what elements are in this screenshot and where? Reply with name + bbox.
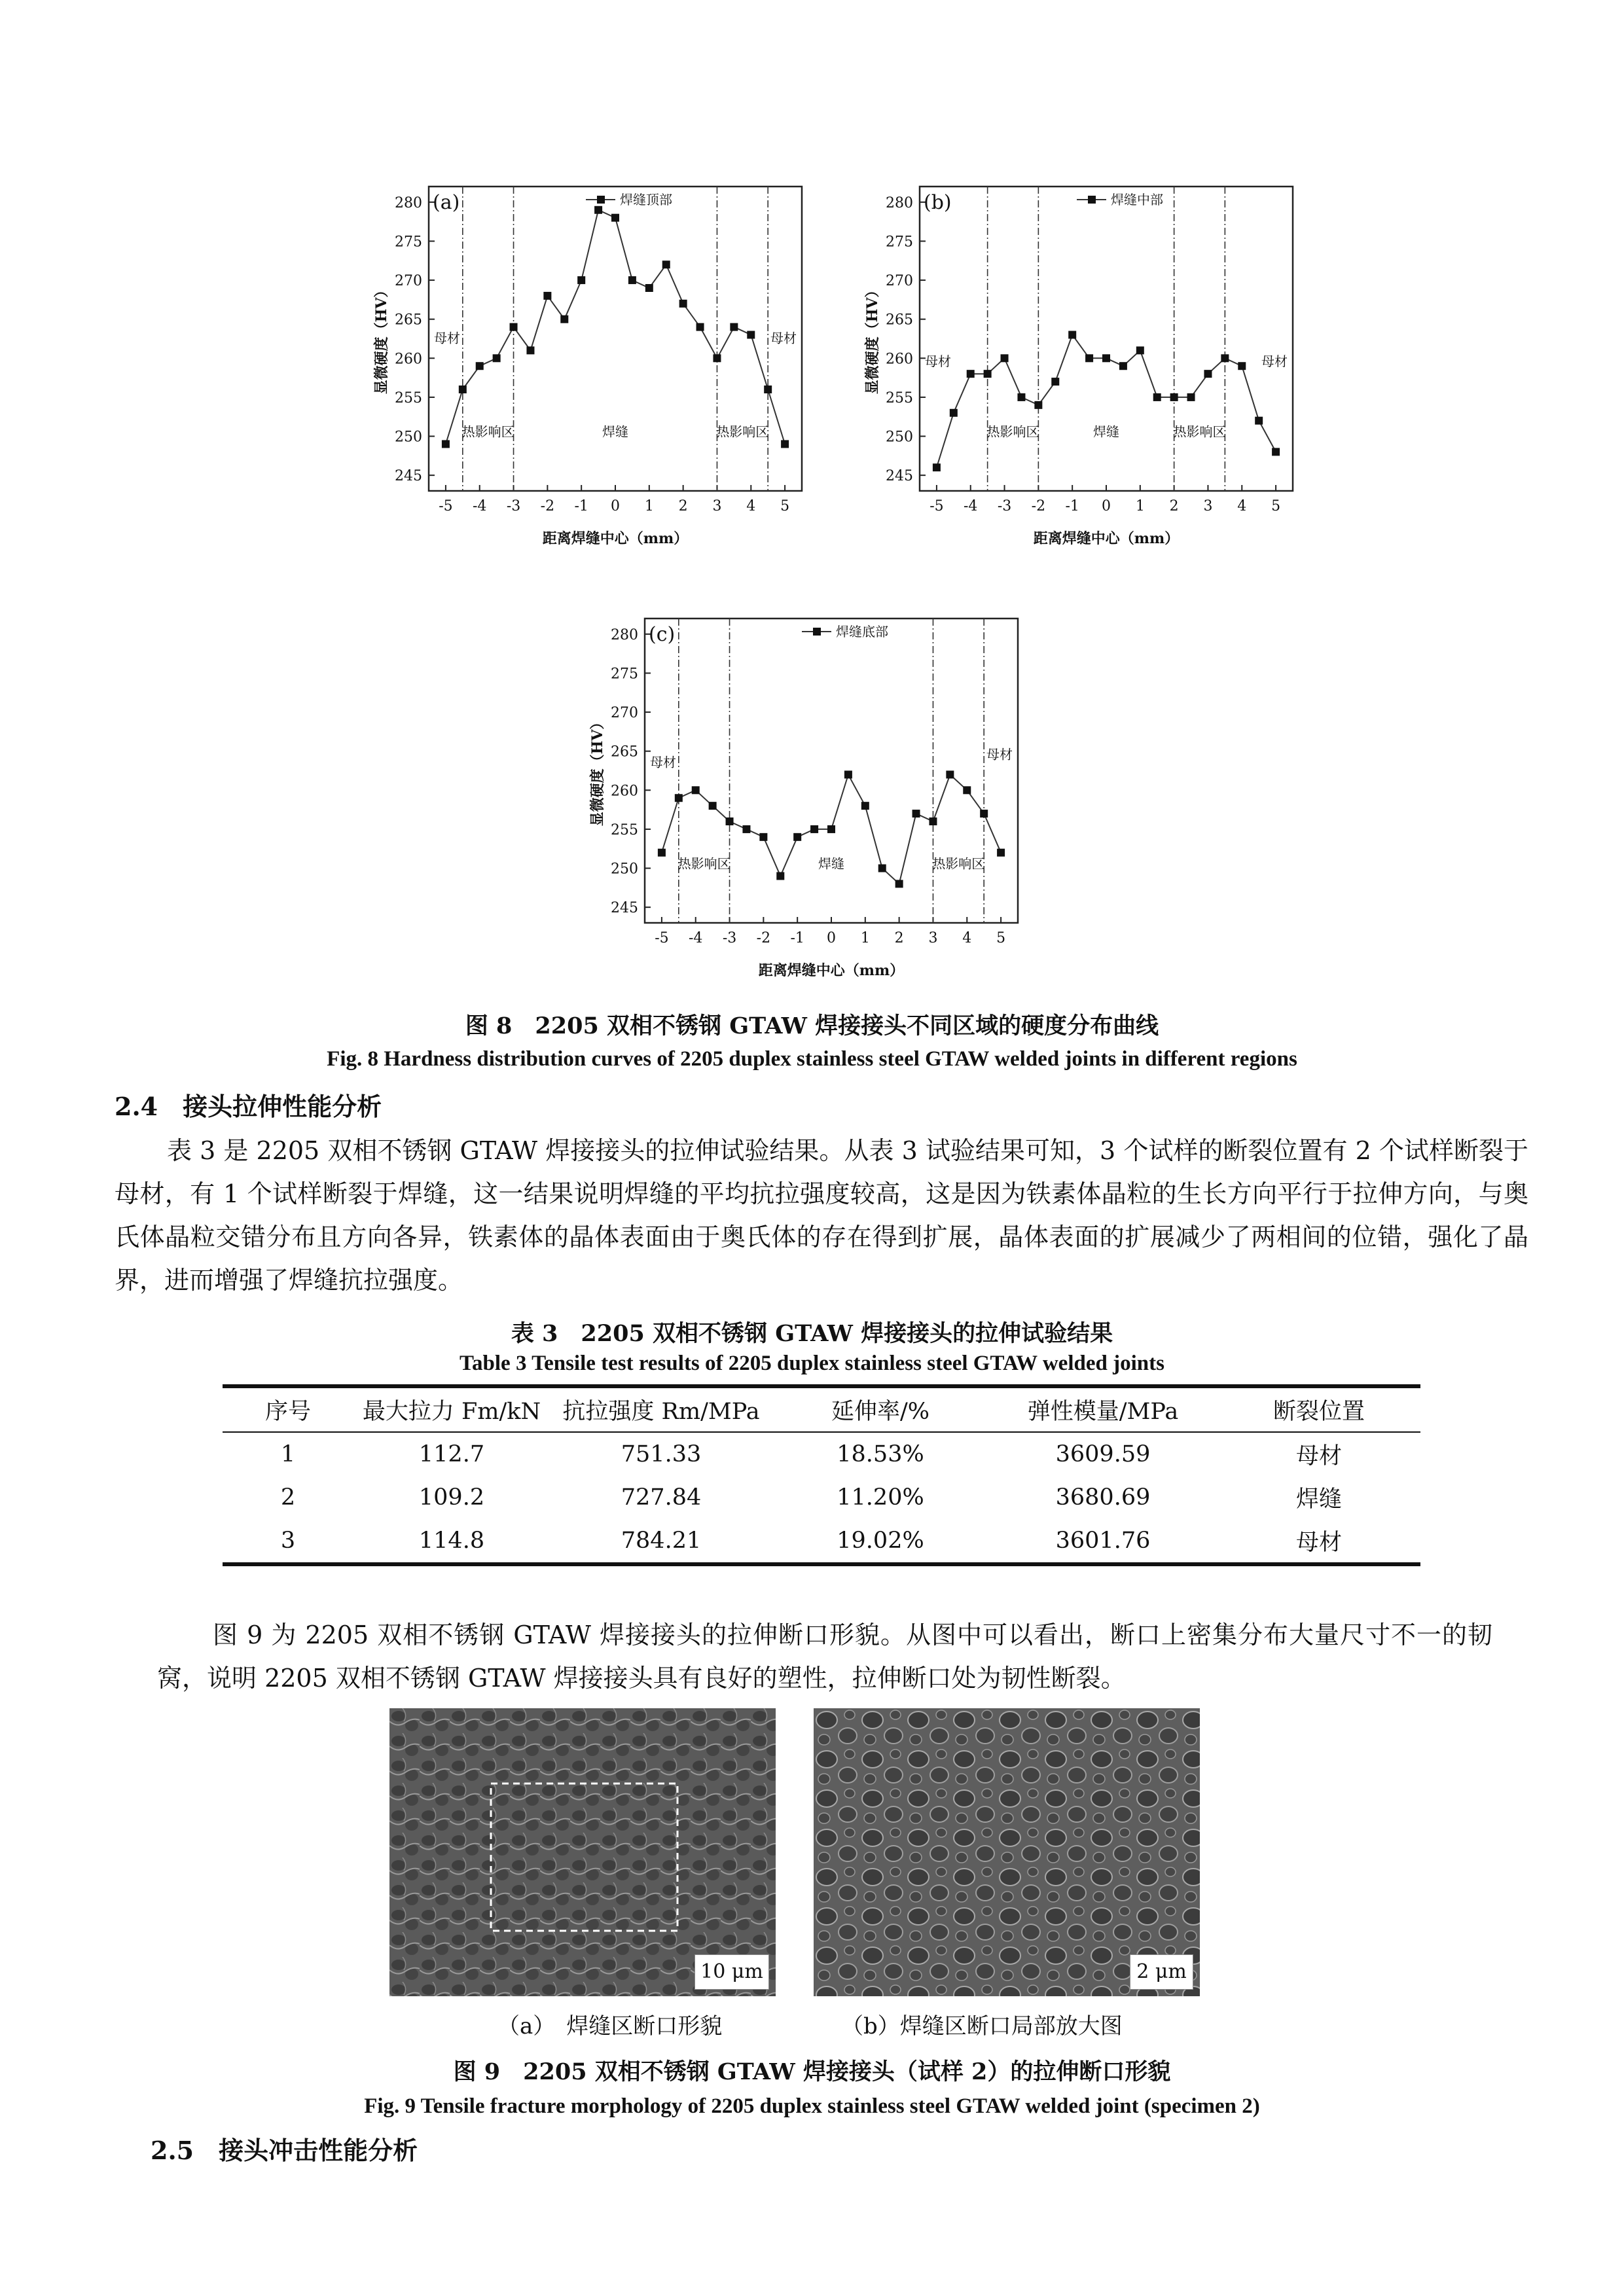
panel-label: (b): [924, 191, 952, 214]
table3-caption-en: Table 3 Tensile test results of 2205 duplex stainless steel GTAW welded joints: [460, 1352, 1164, 1375]
x-tick-label: -3: [506, 498, 521, 514]
table-cell: 母材: [1295, 1530, 1342, 1556]
y-tick-label: 280: [395, 194, 422, 211]
fig8-caption-cn: 图 8 2205 双相不锈钢 GTAW 焊接接头不同区域的硬度分布曲线: [465, 1013, 1159, 1039]
panel-label: (c): [649, 623, 676, 646]
region-label: 母材: [925, 353, 951, 370]
hardness-data-point: [997, 849, 1005, 857]
x-tick-label: 2: [678, 498, 688, 514]
hardness-data-point: [1136, 346, 1144, 354]
hardness-data-point: [1204, 370, 1212, 378]
hardness-data-point: [730, 323, 738, 331]
region-label: 热影响区: [716, 423, 769, 440]
hardness-chart-b: [857, 160, 1316, 553]
hardness-data-point: [645, 284, 653, 292]
x-tick-label: 5: [996, 930, 1006, 946]
table-cell: 784.21: [621, 1528, 702, 1554]
y-tick-label: 250: [886, 429, 913, 446]
hardness-data-point: [658, 849, 666, 857]
table-cell: 112.7: [418, 1441, 485, 1467]
x-tick-label: 3: [1203, 498, 1213, 514]
y-tick-label: 270: [611, 705, 638, 722]
x-tick-label: 1: [860, 930, 870, 946]
hardness-data-point: [709, 802, 717, 810]
table-cell: 751.33: [621, 1441, 702, 1467]
y-tick-label: 260: [611, 783, 638, 800]
x-tick-label: -2: [756, 930, 771, 946]
hardness-data-point: [675, 794, 683, 802]
paragraph-text: 图 9 为 2205 双相不锈钢 GTAW 焊接接头的拉伸断口形貌。从图中可以看出，断口上密集分布大量尺寸不一的韧窝，说明 2205 双相不锈钢 GTAW 焊接接头具有良好的塑性，拉伸断口处为韧性断裂。: [157, 1621, 1492, 1693]
table3-caption-cn: 表 3 2205 双相不锈钢 GTAW 焊接接头的拉伸试验结果: [511, 1320, 1113, 1347]
table-cell: 3601.76: [1055, 1528, 1151, 1554]
table-cell: 109.2: [418, 1484, 485, 1511]
y-tick-label: 250: [395, 429, 422, 446]
hardness-data-point: [1051, 378, 1059, 386]
x-tick-label: 0: [827, 930, 836, 946]
hardness-chart-c: [583, 592, 1041, 985]
x-tick-label: -1: [790, 930, 804, 946]
table-cell: 1: [280, 1441, 296, 1467]
hardness-data-point: [726, 817, 734, 825]
region-label: 热影响区: [461, 423, 514, 440]
plot-frame: [645, 619, 1018, 923]
hardness-data-point: [747, 331, 755, 339]
table-cell: 3609.59: [1055, 1441, 1151, 1467]
region-label: 热影响区: [932, 855, 985, 872]
x-axis-label: 距离焊缝中心（mm）: [758, 962, 905, 979]
table-row: [223, 1519, 1420, 1564]
fig9-subcaption-b: （b）焊缝区断口局部放大图: [841, 2013, 1123, 2039]
x-tick-label: -5: [929, 498, 944, 514]
x-tick-label: -2: [540, 498, 555, 514]
table-header-cell: 最大拉力 Fm/kN: [353, 1386, 550, 1432]
table-cell: 11.20%: [837, 1484, 924, 1511]
y-axis-label: 显微硬度（HV）: [373, 283, 390, 395]
hardness-chart-a-svg: [367, 160, 825, 553]
hardness-data-point: [929, 817, 937, 825]
table-cell: 焊缝: [1295, 1486, 1342, 1513]
hardness-data-point: [776, 872, 784, 880]
hardness-data-point: [1119, 362, 1127, 370]
x-tick-label: -4: [473, 498, 487, 514]
region-label: 母材: [434, 330, 460, 346]
x-tick-label: 4: [962, 930, 972, 946]
scale-bar-b: 2 μm: [1130, 1954, 1193, 1990]
x-tick-label: 1: [644, 498, 654, 514]
hardness-data-point: [827, 825, 835, 833]
legend-label: 焊缝顶部: [620, 192, 672, 207]
hardness-data-point: [1238, 362, 1246, 370]
section-heading-2-4: 2.4 接头拉伸性能分析: [115, 1092, 382, 1121]
legend-marker: [813, 628, 821, 636]
hardness-data-point: [577, 276, 585, 284]
hardness-data-point: [759, 833, 767, 841]
region-label: 焊缝: [818, 855, 844, 872]
hardness-data-point: [713, 354, 721, 362]
hardness-data-point: [510, 323, 518, 331]
section-heading-2-5: 2.5 接头冲击性能分析: [151, 2136, 418, 2165]
table-row: [223, 1476, 1420, 1519]
table-cell: 3: [280, 1528, 296, 1554]
hardness-data-point: [662, 260, 670, 268]
hardness-data-point: [560, 315, 568, 323]
x-tick-label: -5: [439, 498, 453, 514]
hardness-data-point: [442, 440, 450, 448]
tensile-results-table: [223, 1384, 1420, 1566]
region-label: 母材: [986, 746, 1013, 762]
y-tick-label: 245: [395, 468, 422, 485]
y-tick-label: 280: [886, 194, 913, 211]
x-tick-label: 0: [1102, 498, 1111, 514]
hardness-data-point: [933, 463, 941, 471]
x-tick-label: 3: [712, 498, 722, 514]
region-label: 热影响区: [677, 855, 731, 872]
fracture-image-a: [389, 1708, 776, 1996]
hardness-data-point: [980, 810, 988, 817]
hardness-data-point: [1170, 393, 1178, 401]
y-tick-label: 255: [395, 389, 422, 406]
x-tick-label: -3: [997, 498, 1012, 514]
legend-label: 焊缝中部: [1111, 192, 1163, 207]
fracture-image-b: [814, 1708, 1200, 1996]
hardness-data-point: [1102, 354, 1110, 362]
hardness-data-point: [984, 370, 992, 378]
y-tick-label: 270: [886, 273, 913, 290]
y-tick-label: 245: [886, 468, 913, 485]
x-tick-label: 4: [1237, 498, 1247, 514]
hardness-data-point: [1221, 354, 1229, 362]
table-header-cell: 序号: [223, 1386, 353, 1432]
x-axis-label: 距离焊缝中心（mm）: [542, 530, 689, 547]
x-tick-label: 1: [1135, 498, 1145, 514]
hardness-data-point: [526, 346, 534, 354]
y-axis-label: 显微硬度（HV）: [589, 715, 606, 827]
y-tick-label: 265: [886, 312, 913, 329]
hardness-chart-c-svg: [583, 592, 1041, 985]
hardness-data-point: [810, 825, 818, 833]
hardness-data-point: [781, 440, 789, 448]
fig8-caption-en: Fig. 8 Hardness distribution curves of 2205 duplex stainless steel GTAW welded joints in different regions: [327, 1047, 1297, 1071]
region-label: 热影响区: [1173, 423, 1226, 440]
fracture-texture-a: [389, 1708, 776, 1996]
fig9-subcaption-a: （a） 焊缝区断口形貌: [497, 2013, 723, 2039]
hardness-data-point: [950, 409, 958, 417]
hardness-data-point: [1034, 401, 1042, 409]
hardness-data-point: [692, 786, 700, 794]
hardness-data-point: [543, 292, 551, 300]
y-tick-label: 260: [886, 351, 913, 368]
legend-marker: [597, 196, 605, 204]
hardness-data-point: [594, 206, 602, 214]
table-cell: 19.02%: [837, 1528, 924, 1554]
x-tick-label: -5: [655, 930, 669, 946]
legend-label: 焊缝底部: [836, 624, 888, 639]
x-tick-label: -1: [1065, 498, 1079, 514]
plot-frame: [920, 187, 1293, 491]
y-tick-label: 260: [395, 351, 422, 368]
region-label: 焊缝: [602, 423, 628, 440]
panel-label: (a): [433, 191, 460, 214]
hardness-data-point: [1001, 354, 1009, 362]
y-tick-label: 245: [611, 900, 638, 917]
x-tick-label: 2: [894, 930, 904, 946]
hardness-data-point: [628, 276, 636, 284]
y-tick-label: 275: [611, 666, 638, 683]
table-cell: 727.84: [621, 1484, 702, 1511]
paragraph-text: 表 3 是 2205 双相不锈钢 GTAW 焊接接头的拉伸试验结果。从表 3 试验结果可知，3 个试样的断裂位置有 2 个试样断裂于母材，有 1 个试样断裂于焊缝，这一结果说明焊缝的平均抗拉强度较高，这是因为铁素体晶粒的生长方向平行于拉伸方向，与奥氏体晶粒交错分布且方向各异，铁素体的晶体表面由于奥氏体的存在得到扩展，晶体表面的扩展减少了两相间的位错，强化了晶界，进而增强了焊缝抗拉强度。: [115, 1136, 1528, 1295]
hardness-data-point: [793, 833, 801, 841]
hardness-data-point: [844, 770, 852, 778]
hardness-data-point: [1272, 448, 1280, 456]
scale-bar-a: 10 μm: [695, 1954, 769, 1990]
table-row: [223, 1432, 1420, 1476]
table-cell: 2: [280, 1484, 296, 1511]
x-tick-label: 4: [746, 498, 756, 514]
hardness-data-point: [476, 362, 484, 370]
hardness-data-point: [679, 300, 687, 308]
hardness-data-point: [1153, 393, 1161, 401]
y-tick-label: 255: [886, 389, 913, 406]
region-label: 母材: [770, 330, 797, 346]
x-tick-label: 0: [611, 498, 620, 514]
y-tick-label: 250: [611, 861, 638, 878]
y-tick-label: 255: [611, 821, 638, 838]
table-cell: 3680.69: [1055, 1484, 1151, 1511]
region-label: 母材: [650, 754, 676, 770]
fig9-caption-en: Fig. 9 Tensile fracture morphology of 2205 duplex stainless steel GTAW welded joint (specimen 2): [364, 2094, 1260, 2118]
x-tick-label: -2: [1031, 498, 1046, 514]
fig9-intro-paragraph: [157, 1613, 1492, 1700]
hardness-data-point: [946, 770, 954, 778]
hardness-data-point: [878, 865, 886, 872]
fig9-caption-cn: 图 9 2205 双相不锈钢 GTAW 焊接接头（试样 2）的拉伸断口形貌: [453, 2058, 1171, 2085]
hardness-data-point: [967, 370, 975, 378]
hardness-data-point: [912, 810, 920, 817]
table-header-cell: 断裂位置: [1218, 1386, 1420, 1432]
region-label: 母材: [1261, 353, 1288, 370]
section-2-4-paragraph: [115, 1129, 1528, 1302]
table-header-row: [223, 1386, 1420, 1432]
y-tick-label: 280: [611, 626, 638, 643]
region-label: 热影响区: [986, 423, 1039, 440]
hardness-data-point: [742, 825, 750, 833]
hardness-chart-b-svg: [857, 160, 1316, 553]
table-header-cell: 延伸率/%: [772, 1386, 988, 1432]
hardness-data-point: [459, 386, 467, 393]
legend-marker: [1088, 196, 1096, 204]
y-axis-label: 显微硬度（HV）: [864, 283, 881, 395]
hardness-data-point: [1255, 417, 1263, 425]
y-tick-label: 270: [395, 273, 422, 290]
hardness-data-point: [1068, 331, 1076, 339]
fracture-texture-b: [814, 1708, 1200, 1996]
table-cell: 母材: [1295, 1443, 1342, 1469]
x-tick-label: -3: [722, 930, 737, 946]
x-axis-label: 距离焊缝中心（mm）: [1033, 530, 1180, 547]
y-tick-label: 275: [886, 234, 913, 251]
table-cell: 114.8: [418, 1528, 485, 1554]
x-tick-label: -1: [574, 498, 588, 514]
table-header-cell: 弹性模量/MPa: [988, 1386, 1218, 1432]
hardness-data-point: [493, 354, 501, 362]
hardness-chart-a: [367, 160, 825, 553]
y-tick-label: 265: [611, 744, 638, 761]
hardness-data-point: [1085, 354, 1093, 362]
region-label: 焊缝: [1093, 423, 1119, 440]
x-tick-label: 3: [928, 930, 938, 946]
plot-frame: [429, 187, 802, 491]
x-tick-label: 5: [1271, 498, 1281, 514]
hardness-data-point: [963, 786, 971, 794]
hardness-data-point: [764, 386, 772, 393]
x-tick-label: 2: [1169, 498, 1179, 514]
x-tick-label: 5: [780, 498, 790, 514]
hardness-data-point: [1187, 393, 1195, 401]
x-tick-label: -4: [964, 498, 978, 514]
hardness-data-point: [1017, 393, 1025, 401]
table-cell: 18.53%: [837, 1441, 924, 1467]
hardness-data-point: [861, 802, 869, 810]
x-tick-label: -4: [689, 930, 703, 946]
hardness-data-point: [895, 880, 903, 888]
y-tick-label: 275: [395, 234, 422, 251]
table-header-cell: 抗拉强度 Rm/MPa: [550, 1386, 772, 1432]
y-tick-label: 265: [395, 312, 422, 329]
hardness-data-point: [611, 214, 619, 222]
hardness-data-point: [696, 323, 704, 331]
